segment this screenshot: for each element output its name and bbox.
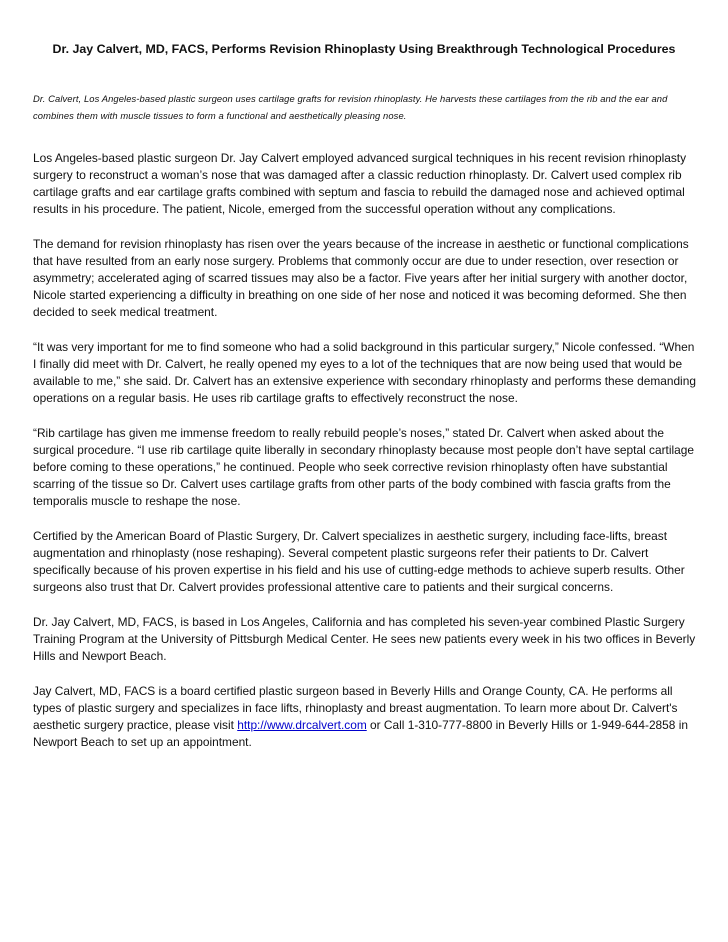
paragraph-7-text-after-link: or Call 1-310-777-8800 in Beverly Hills or 1-949-644-2858 in Newport Beach to set up an appointment. — [33, 718, 688, 749]
summary-paragraph: Dr. Calvert, Los Angeles-based plastic surgeon uses cartilage grafts for revision rhinoplasty. He harvests these cartilages from the rib and the ear and combines them with muscle tissues to form a functional and aesthetically pleasing nose. — [33, 93, 668, 121]
website-link[interactable]: http://www.drcalvert.com — [237, 718, 367, 732]
paragraph-6: Dr. Jay Calvert, MD, FACS, is based in Los Angeles, California and has completed his seven-year combined Plastic Surgery Training Program at the University of Pittsburgh Medical Center. He sees new patients every week in his two offices in Beverly Hills and Newport Beach. — [33, 615, 696, 663]
paragraph-1: Los Angeles-based plastic surgeon Dr. Jay Calvert employed advanced surgical techniques in his recent revision rhinoplasty surgery to reconstruct a woman’s nose that was damaged after a classic reduction rhinoplasty. Dr. Calvert used complex rib cartilage grafts and ear cartilage grafts combined with septum and fascia to rebuild the damaged nose and achieved optimal results in his procedure. The patient, Nicole, emerged from the successful operation without any complications. — [33, 151, 687, 216]
paragraph-7 — [33, 683, 698, 751]
paragraph-3: “It was very important for me to find someone who had a solid background in this particular surgery,” Nicole confessed. “When I finally did meet with Dr. Calvert, he really opened my eyes to a lot of the techniques that are now being used that would be available to me,” she said. Dr. Calvert has an extensive experience with secondary rhinoplasty and performs these demanding operations on a regular basis. He uses rib cartilage grafts to effectively reconstruct the nose. — [33, 340, 696, 405]
paragraph-7-text-before-link: Jay Calvert, MD, FACS is a board certified plastic surgeon based in Beverly Hills and Orange County, CA. He performs all types of plastic surgery and specializes in face lifts, rhinoplasty and breast augmentation. To learn more about Dr. Calvert's aesthetic surgery practice, please visit — [33, 684, 678, 732]
paragraph-2: The demand for revision rhinoplasty has risen over the years because of the increase in aesthetic or functional complications that have resulted from an early nose surgery. Problems that commonly occur are due to under resection, over resection or asymmetry; accelerated aging of scarred tissues may also be a factor. Five years after her initial surgery with another doctor, Nicole started experiencing a difficulty in breathing on one side of her nose and noticed it was becoming deformed. She then decided to seek medical treatment. — [33, 237, 689, 319]
paragraph-5: Certified by the American Board of Plastic Surgery, Dr. Calvert specializes in aesthetic surgery, including face-lifts, breast augmentation and rhinoplasty (nose reshaping). Several competent plastic surgeons refer their patients to Dr. Calvert specifically because of his proven expertise in his field and his use of cutting-edge methods to achieve superb results. Other surgeons also trust that Dr. Calvert provides professional attentive care to patients and their surgical concerns. — [33, 529, 685, 594]
page-title: Dr. Jay Calvert, MD, FACS, Performs Revision Rhinoplasty Using Breakthrough Technological Procedures — [52, 42, 676, 56]
article-body — [33, 150, 698, 769]
paragraph-4: “Rib cartilage has given me immense freedom to really rebuild people’s noses,” stated Dr. Calvert when asked about the surgical procedure. “I use rib cartilage quite liberally in secondary rhinoplasty because most people don’t have septal cartilage before coming to these operations,” he continued. People who seek corrective revision rhinoplasty often have substantial scarring of the tissue so Dr. Calvert uses cartilage grafts from other parts of the body combined with fascia grafts from the temporalis muscle to reshape the nose. — [33, 426, 694, 508]
